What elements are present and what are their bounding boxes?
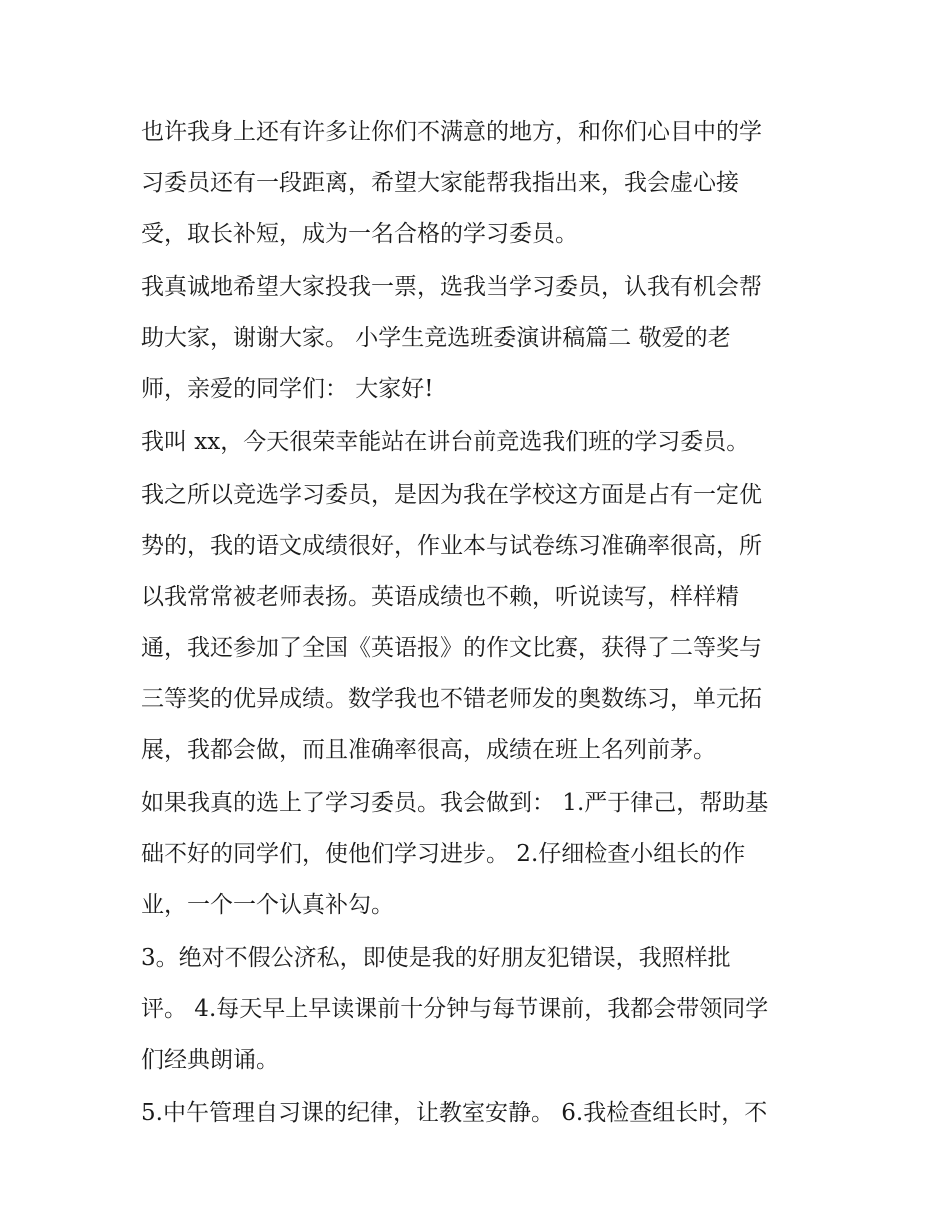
text-line: 们经典朗诵。 [141, 1047, 279, 1073]
text-line: 也许我身上还有许多让你们不满意的地方，和你们心目中的学 [141, 119, 762, 145]
paragraph [141, 417, 813, 468]
text-line: 展，我都会做，而且准确率很高，成绩在班上名列前茅。 [141, 737, 716, 763]
text-line: 业，一个一个认真补勾。 [141, 892, 394, 918]
paragraph [141, 262, 813, 415]
text-line: 评。 4.每天早上早读课前十分钟与每节课前，我都会带领同学 [141, 996, 769, 1022]
text-line: 势的，我的语文成绩很好，作业本与试卷练习准确率很高，所 [141, 533, 762, 559]
text-line: 5.中午管理自习课的纪律，让教室安静。 6.我检查组长时，不 [141, 1100, 768, 1126]
paragraph [141, 107, 813, 260]
text-line: 础不好的同学们，使他们学习进步。 2.仔细检查小组长的作 [141, 841, 746, 867]
text-line: 受，取长补短，成为一名合格的学习委员。 [141, 221, 578, 247]
paragraph [141, 470, 813, 776]
text-line: 助大家，谢谢大家。 小学生竞选班委演讲稿篇二 敬爱的老 [141, 325, 731, 351]
text-line: 如果我真的选上了学习委员。我会做到： 1.严于律己，帮助基 [141, 790, 769, 816]
text-line: 通，我还参加了全国《英语报》的作文比赛，获得了二等奖与 [141, 635, 762, 661]
text-line: 习委员还有一段距离，希望大家能帮我指出来，我会虚心接 [141, 170, 739, 196]
text-line: 师，亲爱的同学们： 大家好! [141, 376, 434, 402]
text-line: 我之所以竞选学习委员，是因为我在学校这方面是占有一定优 [141, 482, 762, 508]
text-line: 我真诚地希望大家投我一票，选我当学习委员，认我有机会帮 [141, 274, 762, 300]
text-line: 我叫 xx，今天很荣幸能站在讲台前竞选我们班的学习委员。 [141, 429, 750, 455]
text-line: 以我常常被老师表扬。英语成绩也不赖，听说读写，样样精 [141, 584, 739, 610]
paragraph [141, 1088, 813, 1139]
document-body [141, 107, 813, 1141]
paragraph [141, 778, 813, 931]
text-line: 3。绝对不假公济私，即使是我的好朋友犯错误，我照样批 [141, 945, 731, 971]
text-line: 三等奖的优异成绩。数学我也不错老师发的奥数练习，单元拓 [141, 686, 762, 712]
paragraph [141, 933, 813, 1086]
